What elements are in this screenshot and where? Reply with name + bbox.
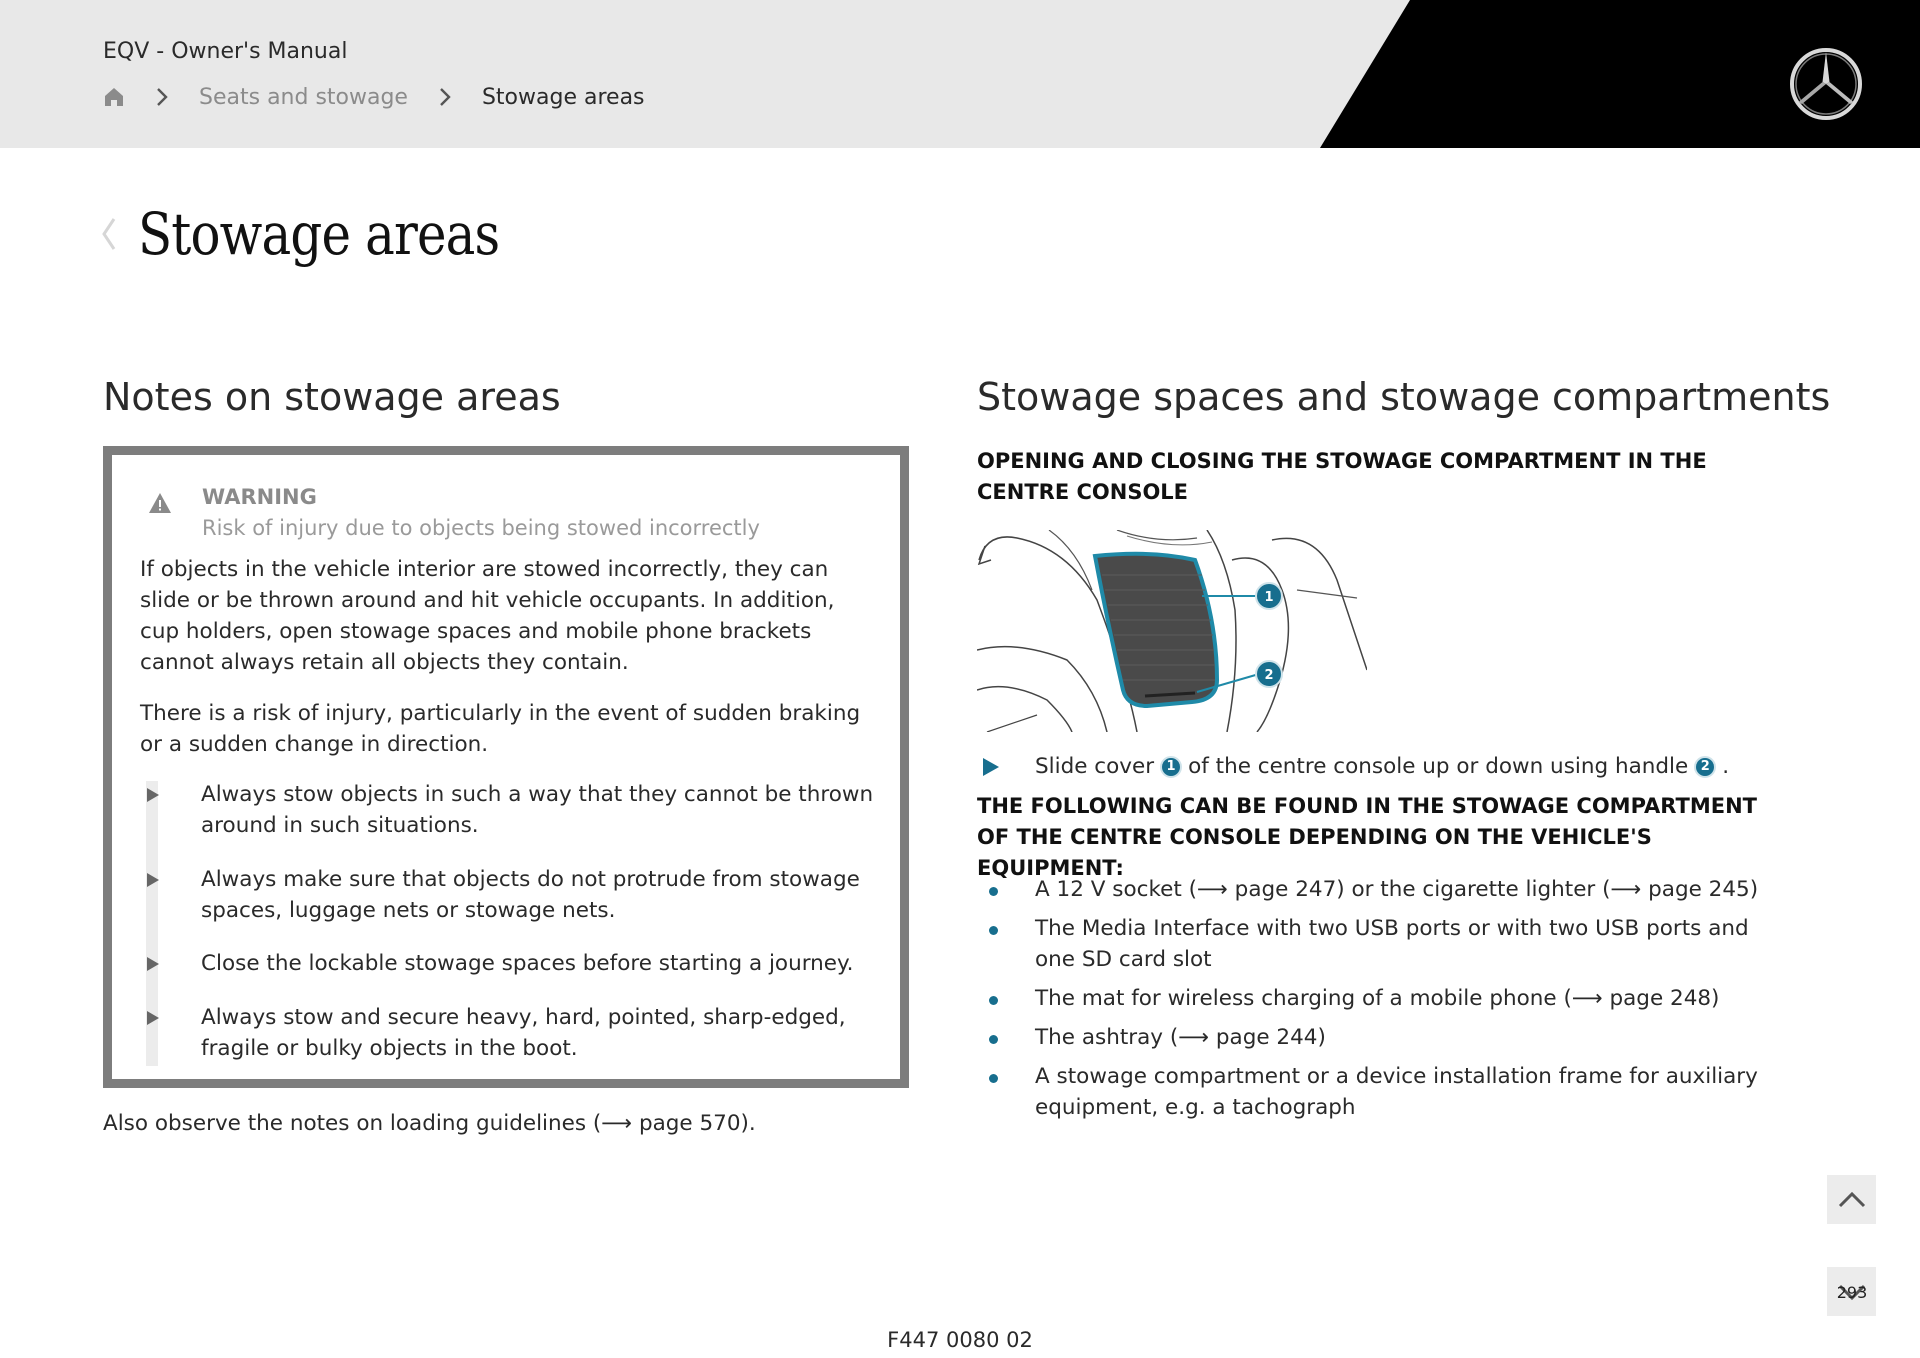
chevron-right-icon: [155, 86, 169, 108]
warning-subtitle: Risk of injury due to objects being stowed incorrectly: [202, 516, 760, 540]
list-item-text[interactable]: A 12 V socket (⟶ page 247) or the cigarette lighter (⟶ page 245): [1035, 877, 1759, 902]
step-text: .: [1722, 754, 1730, 779]
step-text: Slide cover: [1035, 754, 1155, 779]
list-item: [140, 948, 880, 1002]
compartment-contents-list: [977, 874, 1777, 1131]
warning-box: [103, 446, 909, 1088]
list-item-text: A stowage compartment or a device installation frame for auxiliary equipment, e.g. a tachograph: [1035, 1064, 1758, 1120]
play-triangle-icon: [147, 873, 159, 887]
list-item: [140, 779, 880, 864]
callout-badge-1: 1: [1160, 756, 1182, 778]
page-title-row: [100, 200, 558, 268]
list-item: [977, 913, 1777, 975]
warning-instruction-list: [140, 779, 880, 1064]
list-item-text[interactable]: The ashtray (⟶ page 244): [1035, 1025, 1326, 1050]
breadcrumb: [103, 82, 645, 112]
list-item: [977, 1061, 1777, 1123]
warning-label: WARNING: [202, 485, 317, 509]
scroll-up-button[interactable]: [1827, 1175, 1876, 1224]
list-item-text: Always make sure that objects do not protrude from stowage spaces, luggage nets or stowage nets.: [201, 867, 860, 923]
page-number: 293: [1836, 1283, 1868, 1302]
play-triangle-icon: [983, 758, 999, 776]
list-item-text: The Media Interface with two USB ports or with two USB ports and one SD card slot: [1035, 916, 1749, 972]
header-bar: [0, 0, 1920, 148]
loading-guidelines-note[interactable]: Also observe the notes on loading guidelines (⟶ page 570).: [103, 1111, 756, 1136]
home-icon[interactable]: [103, 86, 125, 108]
list-item: [140, 1002, 880, 1064]
list-item: [140, 864, 880, 948]
chevron-right-icon: [438, 86, 452, 108]
list-item: [977, 983, 1777, 1014]
list-item-text: Always stow objects in such a way that they cannot be thrown around in such situations.: [201, 782, 874, 838]
list-item: [977, 874, 1777, 905]
section-heading-notes: Notes on stowage areas: [103, 375, 561, 419]
list-item-text[interactable]: The mat for wireless charging of a mobile phone (⟶ page 248): [1035, 986, 1720, 1011]
bullet-dot: [989, 926, 998, 935]
warning-paragraph: If objects in the vehicle interior are stowed incorrectly, they can slide or be thrown around and hit vehicle occupants. In addition, cup holders, open stowage spaces and mobile phone brackets cannot always retain all objects they contain.: [140, 557, 835, 675]
app-title: EQV - Owner's Manual: [103, 39, 348, 64]
list-item-text: Close the lockable stowage spaces before starting a journey.: [201, 951, 854, 976]
play-triangle-icon: [147, 957, 159, 971]
centre-console-diagram: [977, 530, 1367, 732]
chevron-up-icon: [1837, 1190, 1867, 1210]
breadcrumb-item-current: Stowage areas: [481, 84, 645, 110]
footer-document-code: F447 0080 02: [887, 1328, 1033, 1352]
step-text: of the centre console up or down using handle: [1188, 754, 1689, 779]
bullet-dot: [989, 887, 998, 896]
bullet-dot: [989, 1035, 998, 1044]
play-triangle-icon: [147, 1011, 159, 1025]
subheading-centre-console: OPENING AND CLOSING THE STOWAGE COMPARTMENT IN THE CENTRE CONSOLE: [977, 449, 1707, 504]
warning-triangle-icon: [148, 491, 172, 515]
breadcrumb-item-seats-and-stowage[interactable]: Seats and stowage: [199, 84, 408, 110]
subheading-compartment-contents: THE FOLLOWING CAN BE FOUND IN THE STOWAGE COMPARTMENT OF THE CENTRE CONSOLE DEPENDING ON THE VEHICLE'S EQUIPMENT:: [977, 794, 1757, 880]
callout-badge-2: 2: [1694, 756, 1716, 778]
warning-paragraph: There is a risk of injury, particularly in the event of sudden braking or a sudden change in direction.: [140, 701, 861, 757]
bullet-dot: [989, 996, 998, 1005]
callout-2: 2: [1264, 668, 1274, 683]
mercedes-star-logo[interactable]: [1788, 46, 1864, 122]
instruction-step: [977, 752, 1777, 782]
callout-1: 1: [1264, 590, 1274, 605]
play-triangle-icon: [147, 788, 159, 802]
page-title: Stowage areas: [138, 200, 500, 268]
bullet-dot: [989, 1074, 998, 1083]
section-heading-stowage-spaces: Stowage spaces and stowage compartments: [977, 375, 1831, 419]
chevron-left-icon[interactable]: [100, 215, 118, 253]
list-item-text: Always stow and secure heavy, hard, pointed, sharp-edged, fragile or bulky objects in the boot.: [201, 1005, 846, 1061]
list-item: [977, 1022, 1777, 1053]
